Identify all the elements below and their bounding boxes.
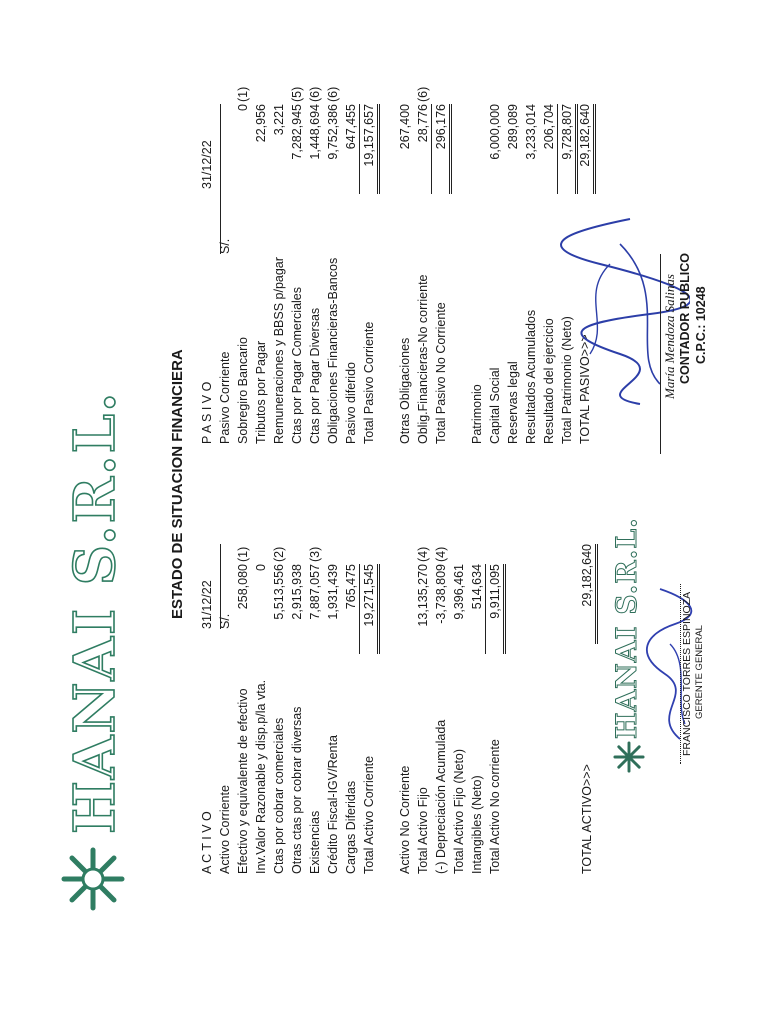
pasivo-row-value: 9,728,807 xyxy=(560,104,578,194)
activo-row-label: Intangibles (Neto) xyxy=(470,775,484,874)
pasivo-row-value: 0 xyxy=(236,104,250,111)
company-logo-icon xyxy=(58,844,128,914)
activo-row-note: (2) xyxy=(272,546,286,562)
activo-row-value: 514,634 xyxy=(470,564,486,654)
activo-row-note: (3) xyxy=(308,546,322,562)
accountant-id: C.P.C.: 10248 xyxy=(694,286,708,364)
pasivo-row-label: Obligaciones Financieras-Bancos xyxy=(326,257,340,444)
activo-row-note: (4) xyxy=(416,546,430,562)
company-logo-text: HANAI S.R.L. xyxy=(62,390,128,834)
activo-row-value: 2,915,938 xyxy=(290,564,304,620)
activo-row-label: Otras ctas por cobrar diversas xyxy=(290,706,304,874)
total-activo-value: 29,182,640 xyxy=(580,544,598,644)
pasivo-row-note: (1) xyxy=(236,86,250,102)
pasivo-row-label: Pasivo Corriente xyxy=(218,351,232,444)
pasivo-row-value: 22,956 xyxy=(254,104,268,143)
pasivo-row-label: Reservas legal xyxy=(506,361,520,444)
activo-row-label: Total Activo Fijo (Neto) xyxy=(452,748,466,874)
activo-row-label: Efectivo y equivalente de efectivo xyxy=(236,688,250,874)
pasivo-row-label: Pasivo diferido xyxy=(344,362,358,444)
stamp-logo-icon xyxy=(612,740,646,774)
pasivo-row-value: 1,448,694 xyxy=(308,104,322,160)
activo-row-label: Total Activo No corriente xyxy=(488,739,502,874)
pasivo-row-label: Resultados Acumulados xyxy=(524,309,538,444)
pasivo-row-value: 9,752,386 xyxy=(326,104,340,160)
pasivo-row-label: Total Pasivo Corriente xyxy=(362,321,376,444)
activo-row-value: 13,135,270 xyxy=(416,564,430,627)
page-title: ESTADO DE SITUACION FINANCIERA xyxy=(169,349,186,619)
activo-date: 31/12/22 xyxy=(200,580,214,629)
pasivo-row-value: 6,000,000 xyxy=(488,104,502,160)
pasivo-row-value: 3,221 xyxy=(272,104,286,136)
accountant-signature-line xyxy=(660,254,661,454)
pasivo-date: 31/12/22 xyxy=(200,140,214,189)
pasivo-row-value: 206,704 xyxy=(542,104,558,194)
pasivo-row-label: Sobregiro Bancario xyxy=(236,336,250,444)
total-pasivo-label: TOTAL PASIVO>>> xyxy=(578,334,592,444)
manager-role: GERENTE GENERAL xyxy=(694,625,705,719)
activo-row-label: Inv.Valor Razonable y disp.p/la vta. xyxy=(254,679,268,874)
activo-row-label: Activo Corriente xyxy=(218,785,232,874)
pasivo-currency: S/. xyxy=(218,238,232,254)
activo-row-value: 19,271,545 xyxy=(362,564,380,654)
activo-row-label: Existencias xyxy=(308,810,322,874)
pasivo-row-label: Remuneraciones y BBSS p/pagar xyxy=(272,257,286,444)
activo-row-value: 9,396,461 xyxy=(452,564,466,620)
activo-row-label: Total Activo Fijo xyxy=(416,787,430,874)
pasivo-row-note: (6) xyxy=(326,86,340,102)
pasivo-row-value: 7,282,945 xyxy=(290,104,304,160)
pasivo-row-label: Patrimonio xyxy=(470,384,484,444)
activo-row-value: 9,911,095 xyxy=(488,564,506,654)
pasivo-row-value: 3,233,014 xyxy=(524,104,538,160)
total-pasivo-value: 29,182,640 xyxy=(578,104,596,194)
activo-row-label: Crédito Fiscal-IGV/Renta xyxy=(326,735,340,874)
pasivo-row-value: 19,157,657 xyxy=(362,104,380,194)
activo-row-label: (-) Depreciación Acumulada xyxy=(434,719,448,874)
pasivo-header: P A S I V O xyxy=(200,381,214,444)
pasivo-row-label: Otras Obligaciones xyxy=(398,337,412,444)
pasivo-row-value: 289,089 xyxy=(506,104,520,150)
total-activo-label: TOTAL ACTIVO>>> xyxy=(580,764,594,874)
activo-row-value: 1,931,439 xyxy=(326,564,340,620)
pasivo-row-note: (5) xyxy=(290,86,304,102)
activo-row-label: Cargas Diferidas xyxy=(344,780,358,874)
activo-header: A C T I V O xyxy=(200,811,214,874)
pasivo-row-value: 647,455 xyxy=(344,104,360,194)
activo-row-value: 5,513,556 xyxy=(272,564,286,620)
pasivo-row-label: Total Patrimonio (Neto) xyxy=(560,316,574,444)
pasivo-row-label: Tributos por Pagar xyxy=(254,340,268,444)
activo-row-value: 7,887,057 xyxy=(308,564,322,620)
pasivo-row-value: 296,176 xyxy=(434,104,452,194)
pasivo-row-note: (6) xyxy=(416,86,430,102)
pasivo-row-value: 28,776 xyxy=(416,104,432,194)
pasivo-row-label: Ctas por Pagar Diversas xyxy=(308,307,322,444)
activo-row-value: 765,475 xyxy=(344,564,360,654)
pasivo-row-label: Oblig.Financieras-No corriente xyxy=(416,274,430,444)
pasivo-row-note: (6) xyxy=(308,86,322,102)
pasivo-row-label: Resultado del ejercicio xyxy=(542,318,556,444)
accountant-role: CONTADOR PUBLICO xyxy=(678,252,692,384)
activo-date-underline xyxy=(220,544,221,629)
manager-stamp-logo: HANAI S.R.L. xyxy=(610,517,643,739)
activo-row-label: Total Activo Corriente xyxy=(362,755,376,874)
activo-row-value: -3,738,809 xyxy=(434,564,448,624)
pasivo-date-underline xyxy=(220,104,221,254)
pasivo-row-label: Capital Social xyxy=(488,367,502,444)
activo-row-label: Activo No Corriente xyxy=(398,765,412,874)
manager-name: FRANCISCO TORRES ESPINOZA xyxy=(681,591,693,756)
activo-row-label: Ctas por cobrar comerciales xyxy=(272,717,286,874)
activo-row-value: 258,080 xyxy=(236,564,250,610)
activo-row-note: (1) xyxy=(236,546,250,562)
activo-row-note: (4) xyxy=(434,546,448,562)
pasivo-row-label: Ctas por Pagar Comerciales xyxy=(290,286,304,444)
activo-row-value: 0 xyxy=(254,564,268,571)
pasivo-row-label: Total Pasivo No Corriente xyxy=(434,302,448,444)
activo-currency: S/. xyxy=(218,613,232,629)
accountant-name: María Mendoza Salinas xyxy=(662,274,677,399)
pasivo-row-value: 267,400 xyxy=(398,104,412,150)
